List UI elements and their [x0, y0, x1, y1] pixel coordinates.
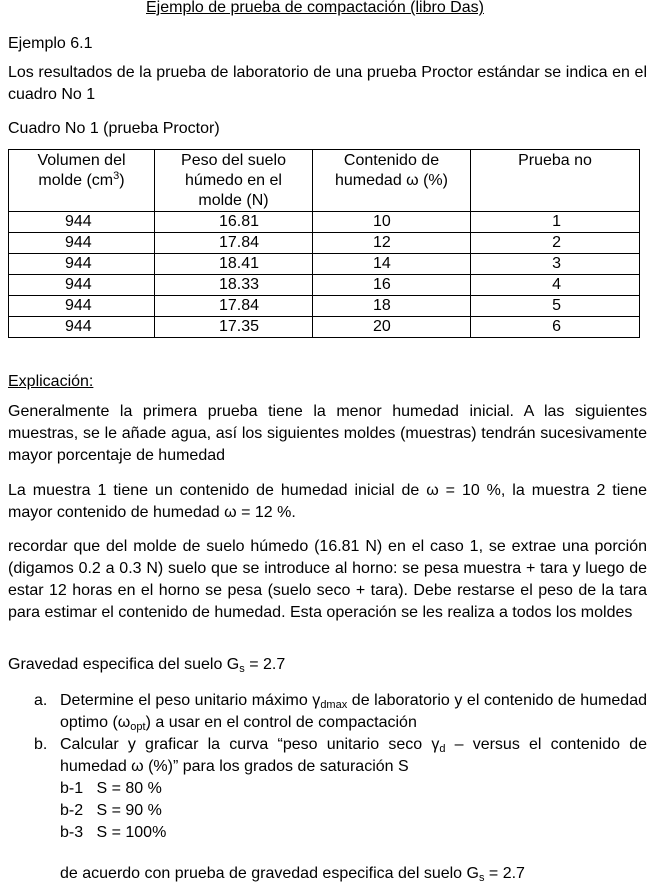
header-contenido [313, 150, 471, 212]
item-b-text2: – versus el contenido de humedad ω (%)” para los grados de saturación S [60, 736, 647, 775]
footer-sub: s [478, 872, 485, 884]
sub-item-b2: b-2 S = 90 % [60, 802, 162, 819]
header-peso-line3: molde (N) [198, 192, 269, 209]
item-b-sub: d [439, 743, 446, 755]
header-volumen-line1: Volumen del [37, 152, 126, 169]
table-caption: Cuadro No 1 (prueba Proctor) [8, 120, 220, 137]
cell-humedad: 14 [313, 254, 471, 275]
cell-prueba: 3 [471, 254, 640, 275]
sub-item-b1: b-1 S = 80 % [60, 780, 162, 797]
gravity-text: Gravedad especifica del suelo G [8, 656, 240, 673]
list-item-a [34, 690, 647, 734]
cell-volumen: 944 [9, 212, 155, 233]
cell-peso: 17.35 [155, 317, 313, 338]
footer-text: de acuerdo con prueba de gravedad especifica del suelo G [60, 865, 479, 882]
cell-peso: 17.84 [155, 233, 313, 254]
cell-humedad: 12 [313, 233, 471, 254]
proctor-table [8, 149, 640, 338]
header-volumen-line2: molde (cm [38, 172, 114, 189]
item-a-sub2: opt [130, 721, 146, 733]
cell-humedad: 20 [313, 317, 471, 338]
cell-volumen: 944 [9, 254, 155, 275]
header-volumen [9, 150, 155, 212]
table-header-row [9, 150, 640, 212]
item-b-text1: Calcular y graficar la curva “peso unitario seco γ [60, 736, 440, 753]
header-peso-line1: Peso del suelo [181, 152, 286, 169]
cell-volumen: 944 [9, 233, 155, 254]
paragraph-2: La muestra 1 tiene un contenido de humedad inicial de ω = 10 %, la muestra 2 tiene mayor contenido de humedad ω = 12 %. [8, 482, 647, 521]
sub-item-b3: b-3 S = 100% [60, 824, 167, 841]
cell-humedad: 10 [313, 212, 471, 233]
cell-peso: 18.33 [155, 275, 313, 296]
header-prueba: Prueba no [471, 150, 640, 212]
cell-prueba: 1 [471, 212, 640, 233]
table-row [9, 275, 640, 296]
paragraph-1: Generalmente la primera prueba tiene la menor humedad inicial. A las siguientes muestras, se le añade agua, así los siguientes moldes (muestras) tendrán sucesivamente mayor porcentaje de humedad [8, 403, 647, 464]
example-label: Ejemplo 6.1 [8, 35, 93, 52]
header-volumen-close: ) [119, 172, 125, 189]
cell-prueba: 2 [471, 233, 640, 254]
table-row [9, 233, 640, 254]
cell-prueba: 6 [471, 317, 640, 338]
cell-humedad: 16 [313, 275, 471, 296]
cell-humedad: 18 [313, 296, 471, 317]
cell-peso: 17.84 [155, 296, 313, 317]
header-peso-line2: húmedo en el [185, 172, 282, 189]
list-marker-a: a. [34, 692, 48, 709]
cell-peso: 16.81 [155, 212, 313, 233]
cell-prueba: 5 [471, 296, 640, 317]
explicacion-heading: Explicación: [8, 373, 94, 390]
item-a-text3: ) a usar en el control de compactación [145, 714, 417, 731]
header-contenido-line2: humedad ω (%) [335, 172, 448, 189]
cell-volumen: 944 [9, 317, 155, 338]
task-list [34, 690, 647, 778]
footer-line [60, 863, 525, 885]
table-row [9, 296, 640, 317]
page-title: Ejemplo de prueba de compactación (libro Das) [146, 0, 484, 16]
list-item-b [34, 734, 647, 778]
gravity-line [8, 654, 285, 676]
list-marker-b: b. [34, 736, 48, 753]
header-peso [155, 150, 313, 212]
paragraph-3: recordar que del molde de suelo húmedo (16.81 N) en el caso 1, se extrae una porción (digamos 0.2 a 0.3 N) suelo que se introduce al horno: se pesa muestra + tara y luego de estar 12 horas en el horno se pesa (suelo seco + tara). Debe restarse el peso de la tara para estimar el contenido de humedad. Esta operación se les realiza a todos los moldes [8, 538, 647, 621]
table-row [9, 212, 640, 233]
footer-value: = 2.7 [484, 865, 525, 882]
gravity-sub: s [239, 663, 245, 675]
table-row [9, 317, 640, 338]
header-contenido-line1: Contenido de [343, 152, 440, 169]
cell-volumen: 944 [9, 275, 155, 296]
cell-volumen: 944 [9, 296, 155, 317]
item-a-text1: Determine el peso unitario máximo γ [60, 692, 321, 709]
cell-peso: 18.41 [155, 254, 313, 275]
table-row [9, 254, 640, 275]
item-a-sub1: dmax [320, 699, 348, 711]
header-volumen-sup: 3 [113, 170, 120, 182]
cell-prueba: 4 [471, 275, 640, 296]
intro-paragraph: Los resultados de la prueba de laboratorio de una prueba Proctor estándar se indica en el cuadro No 1 [8, 64, 647, 103]
gravity-value: = 2.7 [244, 656, 286, 673]
item-a-text2: de laboratorio y el contenido de humedad optimo (ω [60, 692, 647, 731]
